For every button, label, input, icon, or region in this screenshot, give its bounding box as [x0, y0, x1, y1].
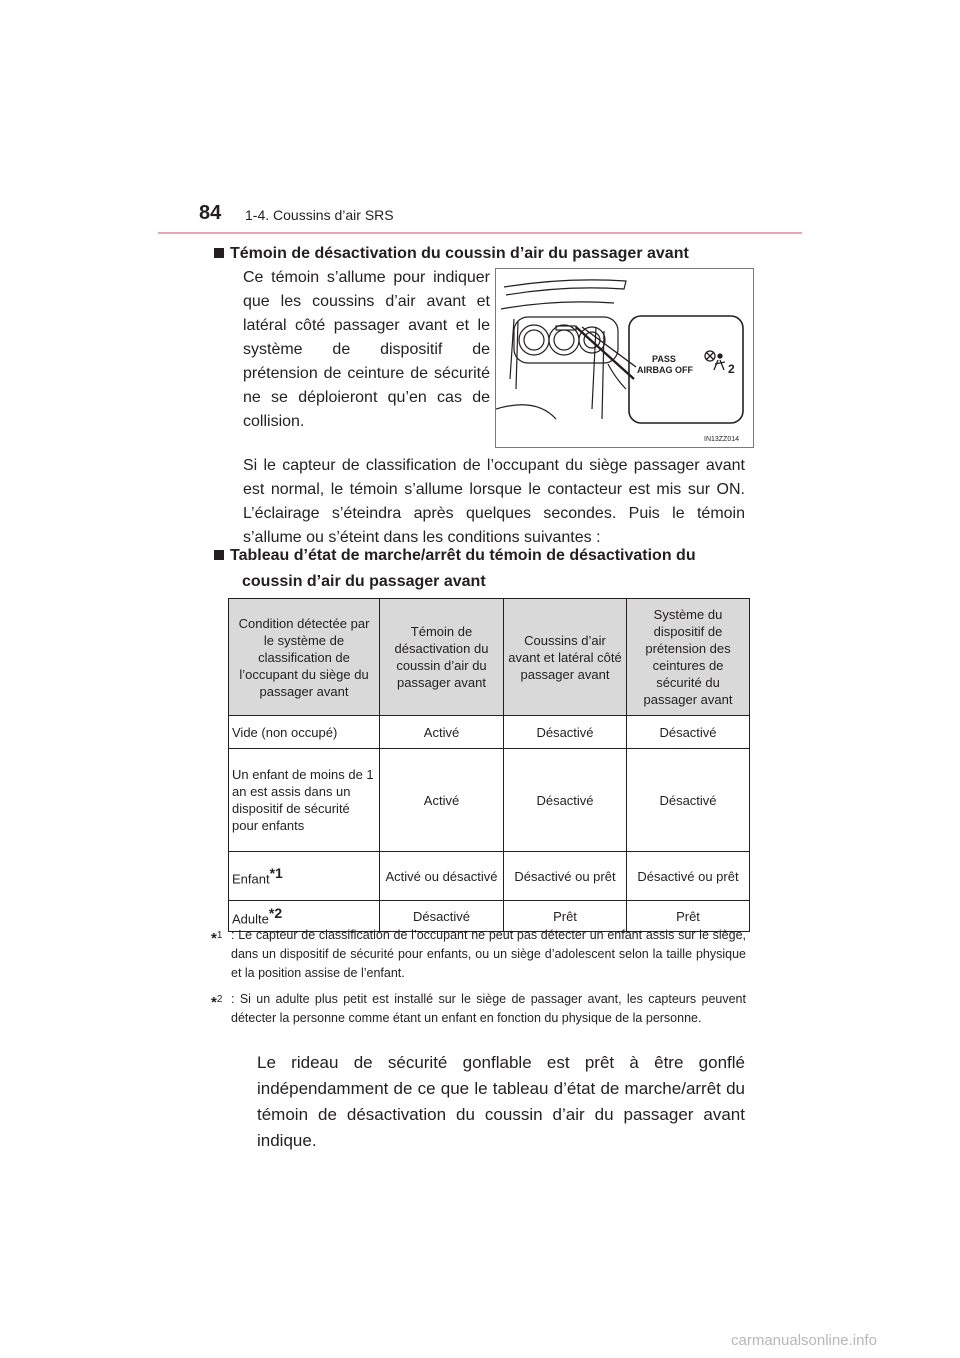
table-row	[229, 852, 750, 901]
table-cell: Désactivé	[504, 716, 627, 749]
closing-paragraph: Le rideau de sécurité gonflable est prêt à être gonflé indépendamment de ce que le tableau d’état de marche/arrêt du témoin de désactivation du coussin d’air du passager avant indique.	[257, 1053, 745, 1150]
page-number: 84	[199, 202, 222, 224]
table-cell: Prêt	[627, 901, 750, 932]
footnote-number: 2	[216, 994, 223, 1005]
heading-airbag-off-indicator	[214, 241, 754, 267]
header-divider	[158, 232, 802, 234]
status-table	[228, 598, 750, 932]
dashboard-drawing	[496, 269, 753, 447]
heading-text: Témoin de désactivation du coussin d’air du passager avant	[230, 245, 689, 262]
square-bullet-icon	[214, 248, 224, 258]
row-condition: Un enfant de moins de 1 an est assis dans un dispositif de sécurité pour enfants	[229, 749, 380, 852]
footnote-2	[211, 990, 746, 1028]
condition-label: Adulte	[232, 911, 269, 927]
footnote-ref: *1	[269, 864, 283, 881]
footnote-text: : Le capteur de classification de l’occupant ne peut pas détecter un enfant assis sur le siège, dans un dispositif de sécurité pour enfants, ou un siège d’adolescent selon la taille physique et la position assise de l’enfant.	[231, 928, 746, 980]
table-cell: Désactivé	[627, 716, 750, 749]
watermark-text: carmanualsonline.info	[731, 1332, 877, 1349]
table-cell: Activé	[380, 716, 504, 749]
intro-paragraph: Ce témoin s’allume pour indiquer que les coussins d’air avant et latéral côté passager avant et le système de dispositif de prétension de ceinture de sécurité ne se déploieront qu’en cas de collision.	[243, 269, 490, 430]
square-bullet-icon	[214, 550, 224, 560]
heading-text-line1: Tableau d’état de marche/arrêt du témoin de désactivation du	[230, 547, 696, 564]
row-condition: Vide (non occupé)	[229, 716, 380, 749]
footnote-ref: *2	[268, 905, 283, 921]
table-cell: Activé	[380, 749, 504, 852]
footnote-star: *	[211, 994, 217, 1011]
airbag-off-icon	[705, 351, 725, 370]
indicator-number: 2	[728, 362, 735, 376]
header-condition: Condition détectée par le système de classification de l’occupant du siège du passager avant	[229, 599, 380, 716]
footnote-star: *	[211, 930, 217, 947]
section-title: 1-4. Coussins d’air SRS	[245, 207, 394, 223]
condition-label: Enfant	[232, 871, 270, 887]
footnote-number: 1	[216, 930, 223, 941]
table-row	[229, 716, 750, 749]
heading-text-line2: coussin d’air du passager avant	[242, 573, 486, 590]
footnote-text: : Si un adulte plus petit est installé sur le siège de passager avant, les capteurs peuvent détecter la personne comme étant un enfant en fonction du physique de la personne.	[231, 992, 746, 1025]
table-cell: Désactivé	[380, 901, 504, 932]
indicator-paragraph: Si le capteur de classification de l’occupant du siège passager avant est normal, le témoin s’allume lorsque le contacteur est mis sur ON. L’éclairage s’éteindra après quelques secondes. Puis le témoin s’allume ou s’éteint dans les conditions suivantes :	[243, 457, 745, 546]
table-cell: Désactivé	[627, 749, 750, 852]
table-header-row	[229, 599, 750, 716]
table-cell: Prêt	[504, 901, 627, 932]
row-condition	[229, 852, 380, 901]
figure-code: IN13ZZ014	[704, 436, 740, 443]
indicator-text-line2: AIRBAG OFF	[637, 365, 693, 375]
table-cell: Désactivé ou prêt	[627, 852, 750, 901]
table-cell: Désactivé	[504, 749, 627, 852]
table-row	[229, 749, 750, 852]
indicator-text-line1: PASS	[652, 354, 676, 364]
header-indicator: Témoin de désactivation du coussin d’air du passager avant	[380, 599, 504, 716]
footnote-1	[211, 926, 746, 983]
dashboard-illustration	[495, 268, 754, 448]
heading-status-table	[214, 543, 754, 595]
header-airbags: Coussins d’air avant et latéral côté passager avant	[504, 599, 627, 716]
table-cell: Activé ou désactivé	[380, 852, 504, 901]
header-pretensioner: Système du dispositif de prétension des ceintures de sécurité du passager avant	[627, 599, 750, 716]
table-cell: Désactivé ou prêt	[504, 852, 627, 901]
